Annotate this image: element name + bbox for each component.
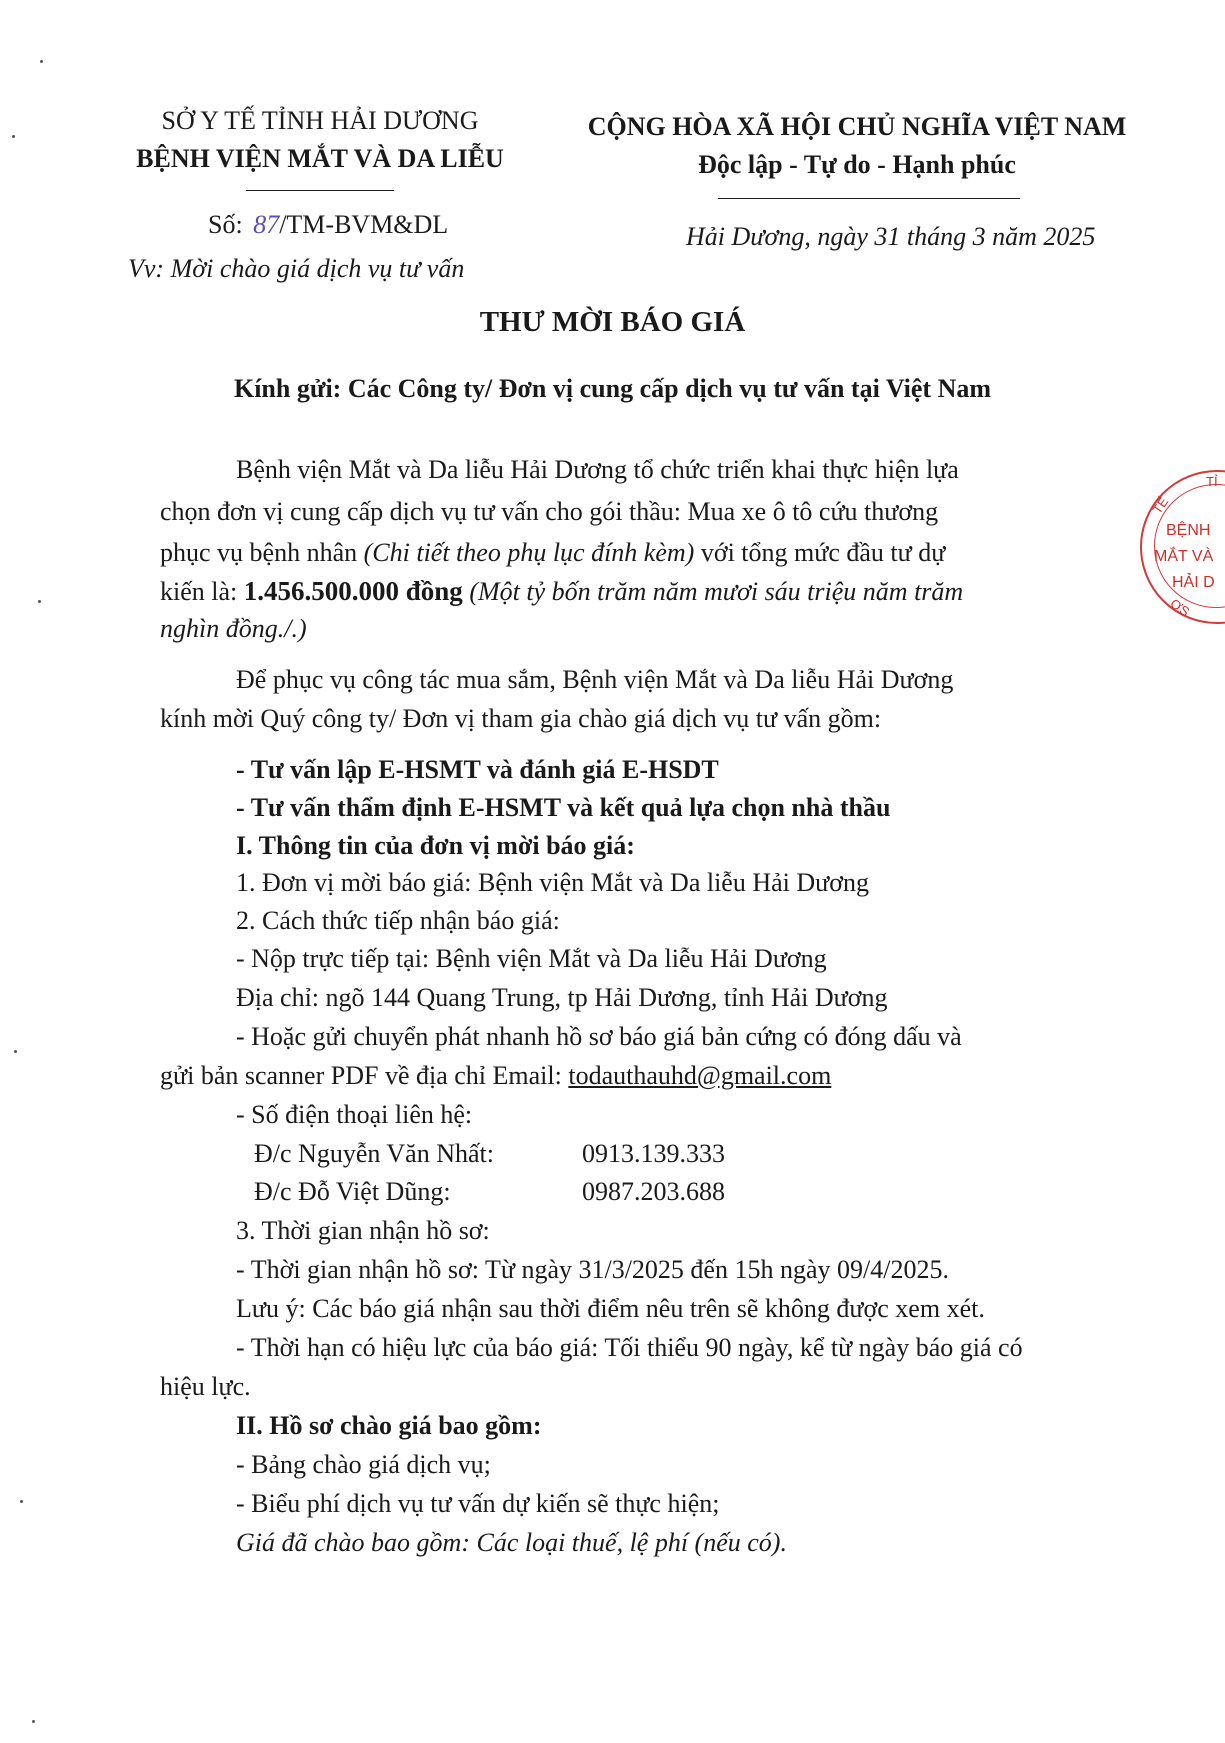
section2-note: Giá đã chào bao gồm: Các loại thuế, lệ phí (nếu có). xyxy=(236,1528,787,1557)
scan-speck xyxy=(20,1500,23,1503)
service-item: - Tư vấn lập E-HSMT và đánh giá E-HSDT xyxy=(236,755,719,784)
para1-line4-b: (Một tỷ bốn trăm năm mươi sáu triệu năm trăm xyxy=(462,577,964,606)
para1-line3-c: với tổng mức đầu tư dự xyxy=(694,538,946,567)
red-stamp-inner-ring xyxy=(1154,484,1225,608)
submit-direct: - Nộp trực tiếp tại: Bệnh viện Mắt và Da liễu Hải Dương xyxy=(236,944,827,973)
express-line2-text: gửi bản scanner PDF về địa chỉ Email: xyxy=(160,1061,569,1090)
address-line: Địa chỉ: ngõ 144 Quang Trung, tp Hải Dương, tỉnh Hải Dương xyxy=(236,983,888,1012)
doc-number-suffix: /TM-BVM&DL xyxy=(279,210,449,239)
section1-item3: 3. Thời gian nhận hồ sơ: xyxy=(236,1216,490,1245)
section1-item1: 1. Đơn vị mời báo giá: Bệnh viện Mắt và Da liễu Hải Dương xyxy=(236,868,870,897)
scan-speck xyxy=(14,1050,17,1053)
recipient-line: Kính gửi: Các Công ty/ Đơn vị cung cấp dịch vụ tư vấn tại Việt Nam xyxy=(233,374,992,403)
organization-name: BỆNH VIỆN MẮT VÀ DA LIỄU xyxy=(136,144,504,173)
date-line: Hải Dương, ngày 31 tháng 3 năm 2025 xyxy=(686,222,1096,251)
section1-heading: I. Thông tin của đơn vị mời báo giá: xyxy=(236,831,635,860)
stamp-text-left: TẾ xyxy=(1149,494,1172,517)
express-line2 xyxy=(160,1061,831,1091)
stamp-text-line3: HẢI D xyxy=(1172,574,1215,591)
contact-name: Đ/c Đỗ Việt Dũng: xyxy=(254,1177,451,1206)
stamp-text-line2: MẮT VÀ xyxy=(1154,548,1214,565)
validity-line2: hiệu lực. xyxy=(160,1372,251,1401)
scan-speck xyxy=(40,60,43,63)
subject-line: Vv: Mời chào giá dịch vụ tư vấn xyxy=(128,254,465,283)
doc-number-handwritten: 87 xyxy=(253,210,280,239)
para1-line4 xyxy=(160,576,963,607)
para1-line1: Bệnh viện Mắt và Da liễu Hải Dương tổ chức triển khai thực hiện lựa xyxy=(236,455,959,484)
service-item: - Tư vấn thẩm định E-HSMT và kết quả lựa chọn nhà thầu xyxy=(236,793,891,822)
stamp-text-bottom: ƠS xyxy=(1167,595,1193,620)
para1-line3 xyxy=(160,538,945,568)
stamp-text-top: TỈ xyxy=(1206,474,1218,489)
investment-amount: 1.456.500.000 đồng xyxy=(243,576,463,606)
para1-line3-a: phục vụ bệnh nhân xyxy=(160,538,364,567)
red-stamp xyxy=(1140,470,1225,624)
contact-phone: 0913.139.333 xyxy=(582,1139,725,1168)
stamp-text-line1: BỆNH xyxy=(1166,522,1211,539)
section2-item1: - Bảng chào giá dịch vụ; xyxy=(236,1450,491,1479)
late-note: Lưu ý: Các báo giá nhận sau thời điểm nêu trên sẽ không được xem xét. xyxy=(236,1294,985,1323)
email-link[interactable]: todauthauhd@gmail.com xyxy=(568,1061,832,1090)
scan-speck xyxy=(12,135,15,138)
validity-line1: - Thời hạn có hiệu lực của báo giá: Tối thiểu 90 ngày, kể từ ngày báo giá có xyxy=(236,1333,1023,1362)
para2-line1: Để phục vụ công tác mua sắm, Bệnh viện Mắt và Da liễu Hải Dương xyxy=(236,665,954,694)
para2-line2: kính mời Quý công ty/ Đơn vị tham gia chào giá dịch vụ tư vấn gồm: xyxy=(160,704,882,733)
scan-speck xyxy=(32,1720,35,1723)
express-line1: - Hoặc gửi chuyển phát nhanh hồ sơ báo giá bản cứng có đóng dấu và xyxy=(236,1022,962,1051)
phone-label: - Số điện thoại liên hệ: xyxy=(236,1100,473,1129)
doc-number-label: Số: xyxy=(208,210,243,239)
national-motto: Độc lập - Tự do - Hạnh phúc xyxy=(698,150,1016,179)
header-right-underline xyxy=(718,198,1020,199)
header-left-underline xyxy=(246,190,394,191)
authority-name: SỞ Y TẾ TỈNH HẢI DƯƠNG xyxy=(161,106,479,135)
para1-line4-a: kiến là: xyxy=(160,577,244,606)
receive-time: - Thời gian nhận hồ sơ: Từ ngày 31/3/2025 đến 15h ngày 09/4/2025. xyxy=(236,1255,949,1284)
section2-item2: - Biểu phí dịch vụ tư vấn dự kiến sẽ thực hiện; xyxy=(236,1489,720,1518)
document-title: THƯ MỜI BÁO GIÁ xyxy=(479,306,746,338)
section1-item2: 2. Cách thức tiếp nhận báo giá: xyxy=(236,906,560,935)
section2-heading: II. Hồ sơ chào giá bao gồm: xyxy=(236,1411,542,1440)
para1-line3-b: (Chi tiết theo phụ lục đính kèm) xyxy=(363,538,695,567)
document-number xyxy=(208,210,448,240)
nation-name: CỘNG HÒA XÃ HỘI CHỦ NGHĨA VIỆT NAM xyxy=(587,112,1127,141)
contact-phone: 0987.203.688 xyxy=(582,1177,725,1206)
para1-line5: nghìn đồng./.) xyxy=(160,614,307,643)
contact-name: Đ/c Nguyễn Văn Nhất: xyxy=(254,1139,494,1168)
para1-line2: chọn đơn vị cung cấp dịch vụ tư vấn cho gói thầu: Mua xe ô tô cứu thương xyxy=(160,497,939,526)
scan-speck xyxy=(38,600,41,603)
